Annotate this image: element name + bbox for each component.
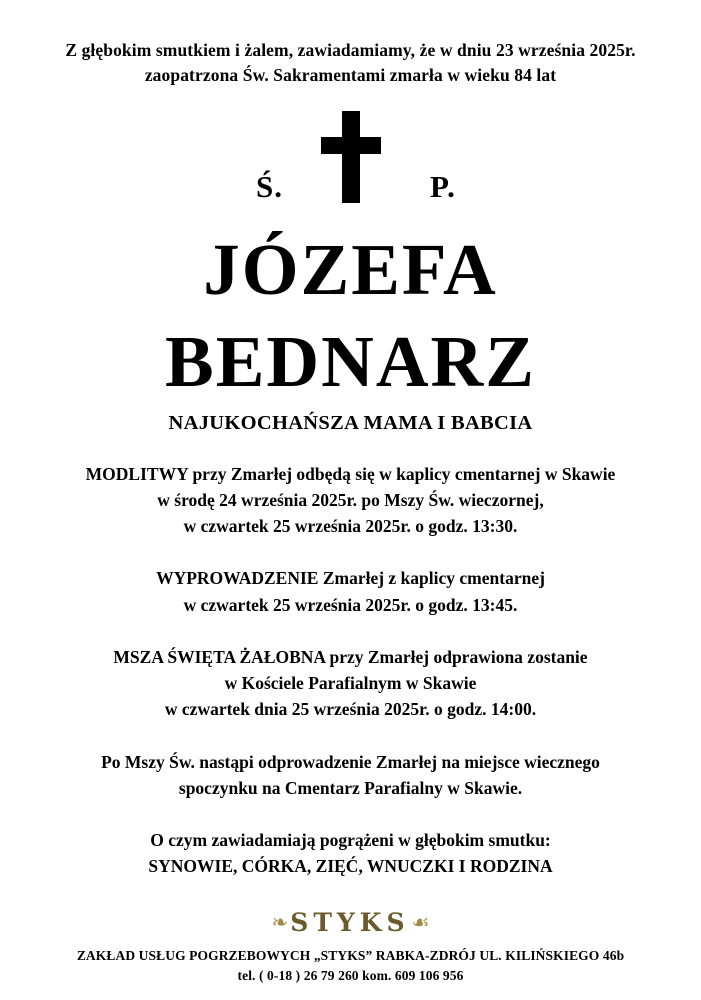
deceased-first-name: JÓZEFA — [203, 228, 498, 310]
footer-phone: tel. ( 0-18 ) 26 79 260 kom. 609 106 956 — [237, 967, 464, 983]
mass-line-3: w czwartek dnia 25 września 2025r. o godz. 14:00. — [164, 699, 537, 720]
burial-block — [30, 749, 671, 802]
intro-text — [30, 38, 671, 89]
honorific-left: Ś. — [256, 168, 283, 204]
deceased-last-name: BEDNARZ — [165, 321, 536, 403]
styks-logo — [270, 906, 432, 940]
procession-block — [30, 565, 671, 618]
prayers-line-1: MODLITWY przy Zmarłej odbędą się w kaplicy cmentarnej w Skawie — [85, 463, 616, 484]
family-line-1: O czym zawiadamiają pogrążeni w głębokim smutku: — [150, 830, 551, 851]
ornament-left-icon: ❧ — [271, 911, 289, 934]
burial-line-1: Po Mszy Św. nastąpi odprowadzenie Zmarłej na miejsce wiecznego — [101, 751, 600, 772]
footer — [77, 946, 624, 987]
cross-icon — [321, 111, 381, 203]
intro-line-2: zaopatrzona Św. Sakramentami zmarła w wieku 84 lat — [144, 65, 557, 86]
mass-line-2: w Kościele Parafialnym w Skawie — [224, 673, 477, 694]
prayers-line-3: w czwartek 25 września 2025r. o godz. 13:30. — [183, 516, 518, 537]
styks-logo-text: STYKS — [290, 908, 410, 938]
mass-line-1: MSZA ŚWIĘTA ŻAŁOBNA przy Zmarłej odprawiona zostanie — [113, 646, 588, 667]
honorific-right: P. — [430, 168, 456, 204]
cross-horizontal-bar — [321, 137, 381, 154]
cross-vertical-bar — [342, 111, 360, 203]
cross-and-honorific — [30, 111, 671, 229]
mass-block — [30, 644, 671, 723]
deceased-relation: NAJUKOCHAŃSZA MAMA I BABCIA — [168, 411, 533, 434]
procession-line-2: w czwartek 25 września 2025r. o godz. 13:45. — [183, 594, 518, 615]
family-block — [30, 827, 671, 880]
family-line-2: SYNOWIE, CÓRKA, ZIĘĆ, WNUCZKI I RODZINA — [148, 856, 553, 877]
procession-line-1: WYPROWADZENIE Zmarłej z kaplicy cmentarnej — [156, 568, 545, 589]
ornament-right-icon: ☙ — [411, 911, 430, 934]
prayers-line-2: w środę 24 września 2025r. po Mszy Św. wieczornej, — [157, 489, 544, 510]
burial-line-2: spoczynku na Cmentarz Parafialny w Skawie. — [178, 777, 523, 798]
prayers-block — [30, 461, 671, 540]
footer-company: ZAKŁAD USŁUG POGRZEBOWYCH „STYKS” RABKA-ZDRÓJ UL. KILIŃSKIEGO 46b — [76, 947, 625, 963]
intro-line-1: Z głębokim smutkiem i żalem, zawiadamiamy, że w dniu 23 września 2025r. — [65, 40, 636, 60]
